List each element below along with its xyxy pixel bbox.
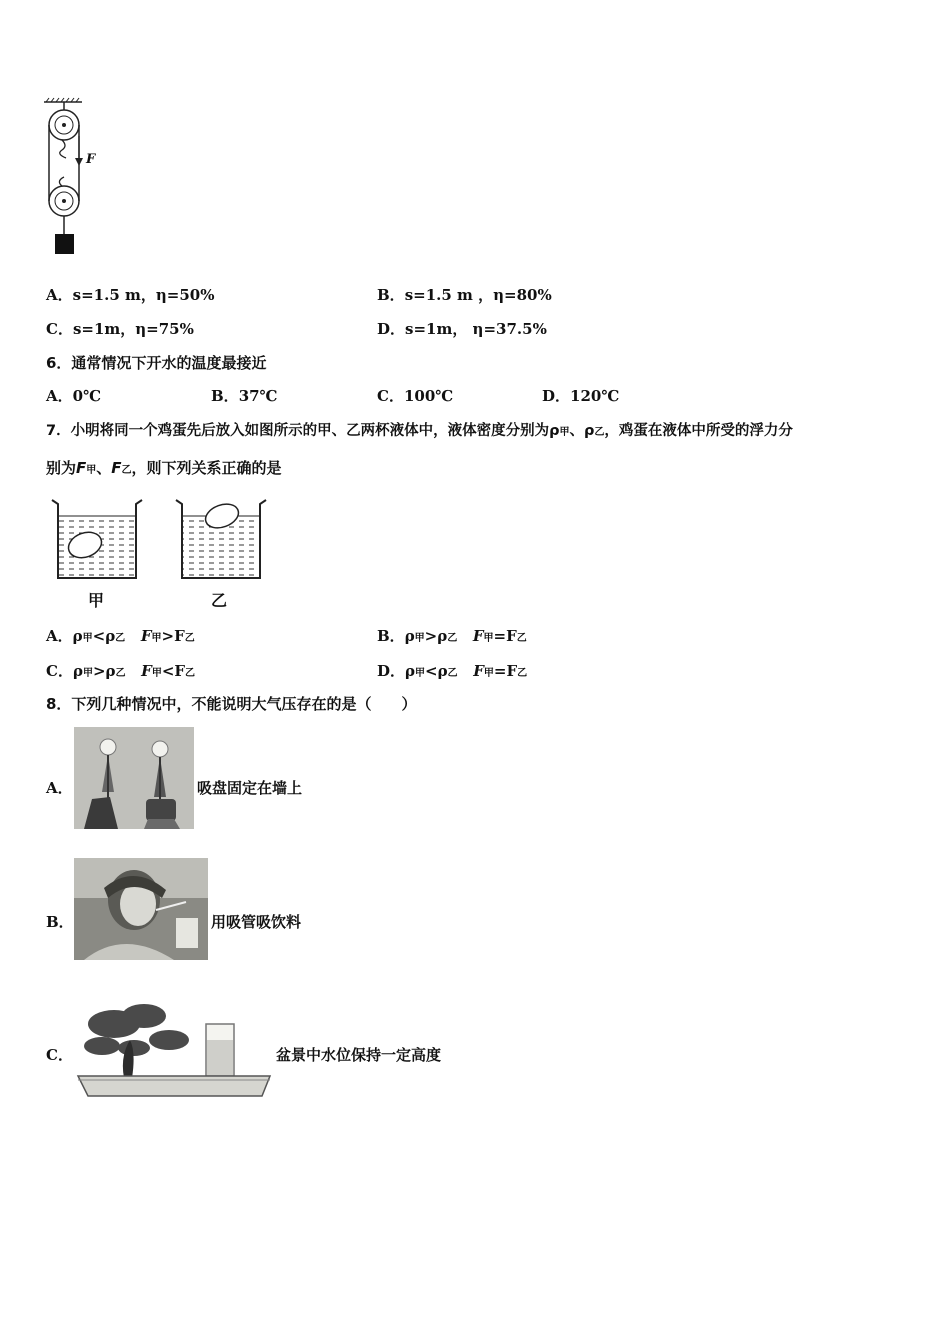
q6-option-c[interactable] bbox=[377, 386, 453, 406]
subscript: 乙 bbox=[121, 465, 132, 476]
beaker-label-jia: 甲 bbox=[88, 591, 105, 610]
subscript: 甲 bbox=[151, 633, 162, 644]
option-text: s=1.5 m，η=50% bbox=[72, 286, 215, 304]
q6-stem: 6．通常情况下开水的温度最接近 bbox=[46, 354, 267, 372]
option-text: 120℃ bbox=[570, 387, 620, 405]
symbol-rho: ρ bbox=[404, 627, 415, 645]
relation: <ρ bbox=[92, 627, 116, 645]
q6-option-b[interactable] bbox=[211, 386, 278, 406]
symbol-rho: ρ bbox=[72, 662, 83, 680]
option-letter: B． bbox=[377, 627, 405, 645]
q7-option-d[interactable] bbox=[377, 661, 527, 684]
q8-option-b[interactable] bbox=[46, 912, 74, 932]
q8-stem: 8．下列几种情况中，不能说明大气压存在的是（ ） bbox=[46, 695, 417, 713]
subscript: 甲 bbox=[559, 427, 570, 438]
option-text: 37℃ bbox=[238, 387, 278, 405]
force-label: F bbox=[86, 152, 96, 167]
q8-option-c[interactable] bbox=[46, 1045, 73, 1065]
option-letter: C． bbox=[46, 1046, 73, 1064]
option-letter: A． bbox=[46, 779, 73, 797]
subscript: 乙 bbox=[184, 633, 195, 644]
subscript: 甲 bbox=[82, 668, 93, 679]
stem-text: 、ρ bbox=[569, 423, 595, 439]
subscript: 甲 bbox=[86, 465, 97, 476]
stem-text: 别为 bbox=[46, 459, 77, 477]
q7-option-b[interactable] bbox=[377, 626, 527, 649]
stem-text: ，鸡蛋在液体中所受的浮力分 bbox=[604, 423, 793, 439]
beaker-jia bbox=[52, 500, 142, 578]
relation: =F bbox=[493, 662, 518, 680]
beakers-figure bbox=[48, 494, 268, 614]
beaker-label-yi: 乙 bbox=[211, 591, 228, 610]
option-letter: D． bbox=[377, 662, 406, 680]
subscript: 乙 bbox=[517, 668, 528, 679]
symbol-f: F bbox=[141, 662, 152, 680]
q6-option-d[interactable] bbox=[542, 386, 619, 406]
straw-drinking-photo bbox=[74, 858, 208, 960]
option-letter: C． bbox=[377, 387, 404, 405]
relation: >ρ bbox=[424, 627, 448, 645]
option-letter: A． bbox=[46, 286, 73, 304]
q8-caption-c: 盆景中水位保持一定高度 bbox=[276, 1046, 442, 1064]
option-text: 100℃ bbox=[403, 387, 454, 405]
q5-option-b[interactable] bbox=[377, 285, 552, 305]
q5-option-d[interactable] bbox=[377, 319, 547, 339]
bonsai-water-photo bbox=[74, 996, 274, 1102]
subscript: 乙 bbox=[594, 427, 605, 438]
option-letter: D． bbox=[542, 387, 571, 405]
subscript: 乙 bbox=[447, 668, 458, 679]
q7-option-a[interactable] bbox=[46, 626, 195, 649]
stem-text: 7．小明将同一个鸡蛋先后放入如图所示的甲、乙两杯液体中，液体密度分别为ρ bbox=[46, 423, 560, 439]
q6-option-a[interactable] bbox=[46, 386, 101, 406]
option-letter: B． bbox=[211, 387, 239, 405]
subscript: 甲 bbox=[415, 668, 425, 679]
option-text: s=1m，η=75% bbox=[72, 320, 194, 338]
option-text: s=1m， η=37.5% bbox=[405, 320, 547, 338]
q5-option-c[interactable] bbox=[46, 319, 194, 339]
option-letter: D． bbox=[377, 320, 406, 338]
pulley-figure bbox=[40, 96, 110, 261]
option-letter: C． bbox=[46, 320, 73, 338]
option-text: 0℃ bbox=[72, 387, 102, 405]
symbol-f: F bbox=[76, 459, 87, 477]
q8-option-a[interactable] bbox=[46, 778, 73, 798]
suction-cups-photo bbox=[74, 727, 194, 829]
q7-stem-line1 bbox=[46, 421, 793, 443]
option-letter: A． bbox=[46, 627, 73, 645]
subscript: 乙 bbox=[447, 633, 458, 644]
option-letter: B． bbox=[46, 913, 74, 931]
subscript: 乙 bbox=[115, 668, 126, 679]
symbol-f: F bbox=[111, 459, 122, 477]
q8-caption-a: 吸盘固定在墙上 bbox=[197, 779, 303, 797]
subscript: 乙 bbox=[185, 668, 196, 679]
symbol-f: F bbox=[473, 662, 484, 680]
symbol-f: F bbox=[140, 627, 152, 645]
option-letter: C． bbox=[46, 662, 73, 680]
option-letter: A． bbox=[46, 387, 73, 405]
stem-text: 、 bbox=[96, 459, 112, 477]
subscript: 甲 bbox=[414, 633, 425, 644]
symbol-f: F bbox=[472, 627, 484, 645]
option-letter: B． bbox=[377, 286, 405, 304]
q7-stem-line2 bbox=[46, 458, 282, 481]
option-text: s=1.5 m ，η=80% bbox=[404, 286, 552, 304]
subscript: 甲 bbox=[483, 668, 494, 679]
q8-caption-b: 用吸管吸饮料 bbox=[211, 913, 302, 931]
beaker-yi bbox=[176, 500, 266, 578]
relation: <ρ bbox=[425, 662, 448, 680]
q7-option-c[interactable] bbox=[46, 661, 195, 684]
subscript: 乙 bbox=[115, 633, 126, 644]
relation: <F bbox=[161, 662, 186, 680]
relation: =F bbox=[493, 627, 517, 645]
symbol-rho: ρ bbox=[405, 662, 415, 680]
subscript: 甲 bbox=[151, 668, 162, 679]
q5-option-a[interactable] bbox=[46, 285, 214, 305]
subscript: 甲 bbox=[82, 633, 93, 644]
stem-text: ，则下列关系正确的是 bbox=[131, 459, 282, 477]
relation: >ρ bbox=[92, 662, 116, 680]
subscript: 甲 bbox=[483, 633, 494, 644]
relation: >F bbox=[161, 627, 185, 645]
symbol-rho: ρ bbox=[72, 627, 83, 645]
subscript: 乙 bbox=[516, 633, 527, 644]
